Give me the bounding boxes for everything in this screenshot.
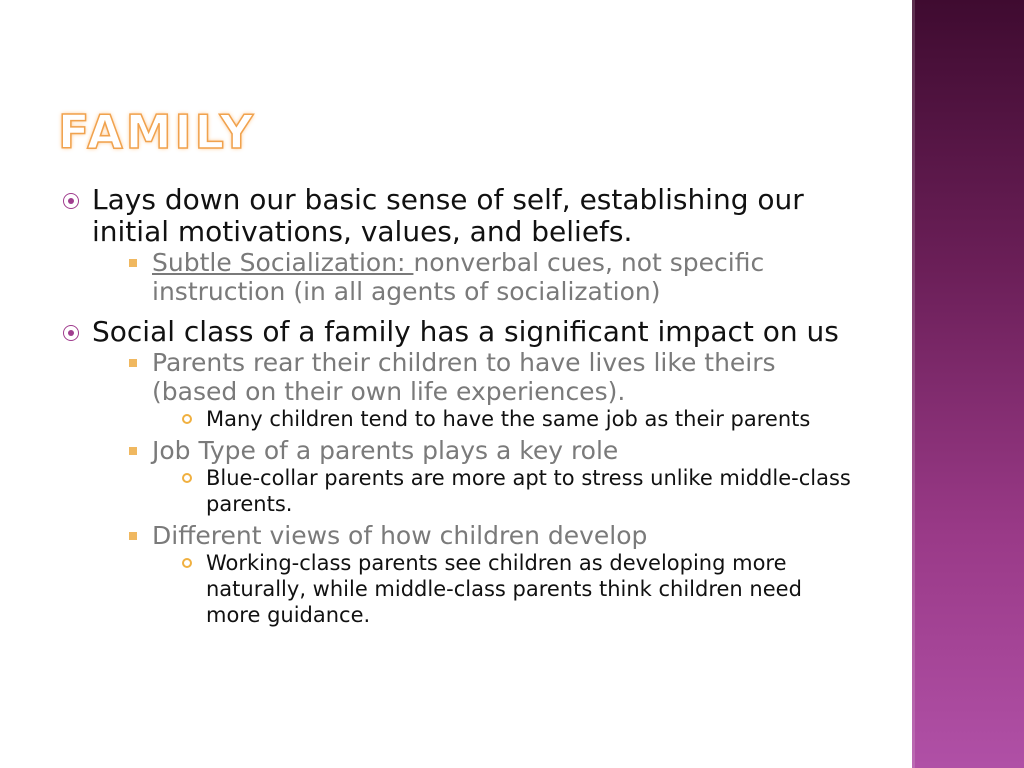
bullet-text: Social class of a family has a significant impact on us xyxy=(92,315,839,348)
square-bullet-icon xyxy=(129,532,137,540)
sub-bullet-job-type xyxy=(124,436,860,517)
sub-bullet-parents-rear xyxy=(124,348,860,432)
detail-bullet xyxy=(180,465,860,517)
sub-bullet-different-views xyxy=(124,521,860,628)
sub-bullet-text: Job Type of a parents plays a key role xyxy=(152,436,619,465)
detail-text: Working-class parents see children as developing more naturally, while middle-class parents think children need more guidance. xyxy=(206,551,802,627)
sub-bullet-text: Different views of how children develop xyxy=(152,521,648,550)
square-bullet-icon xyxy=(129,259,137,267)
slide-body xyxy=(60,180,860,628)
bullet-text: Lays down our basic sense of self, establishing our initial motivations, values, and beliefs. xyxy=(92,183,804,248)
sub-bullet-subtle-socialization xyxy=(124,248,860,306)
sub-bullet-text: nonverbal cues, not specific instruction (in all agents of socialization) xyxy=(152,248,765,306)
detail-text: Many children tend to have the same job as their parents xyxy=(206,407,811,431)
detail-text: Blue-collar parents are more apt to stress unlike middle-class parents. xyxy=(206,466,851,516)
ring-bullet-icon xyxy=(182,558,192,568)
bullet-social-class xyxy=(60,316,860,628)
ring-bullet-icon xyxy=(182,414,192,424)
detail-bullet xyxy=(180,406,860,432)
square-bullet-icon xyxy=(129,359,137,367)
ring-bullet-icon xyxy=(182,473,192,483)
decorative-sidebar xyxy=(912,0,1024,768)
circle-bullet-icon xyxy=(63,193,79,209)
bullet-self xyxy=(60,184,860,306)
subtle-socialization-term: Subtle Socialization: xyxy=(152,248,414,277)
detail-bullet xyxy=(180,550,860,628)
slide-title: FAMILY xyxy=(58,105,257,159)
sub-bullet-text: Parents rear their children to have lives like theirs (based on their own life experiences). xyxy=(152,348,776,406)
square-bullet-icon xyxy=(129,447,137,455)
circle-bullet-icon xyxy=(63,325,79,341)
